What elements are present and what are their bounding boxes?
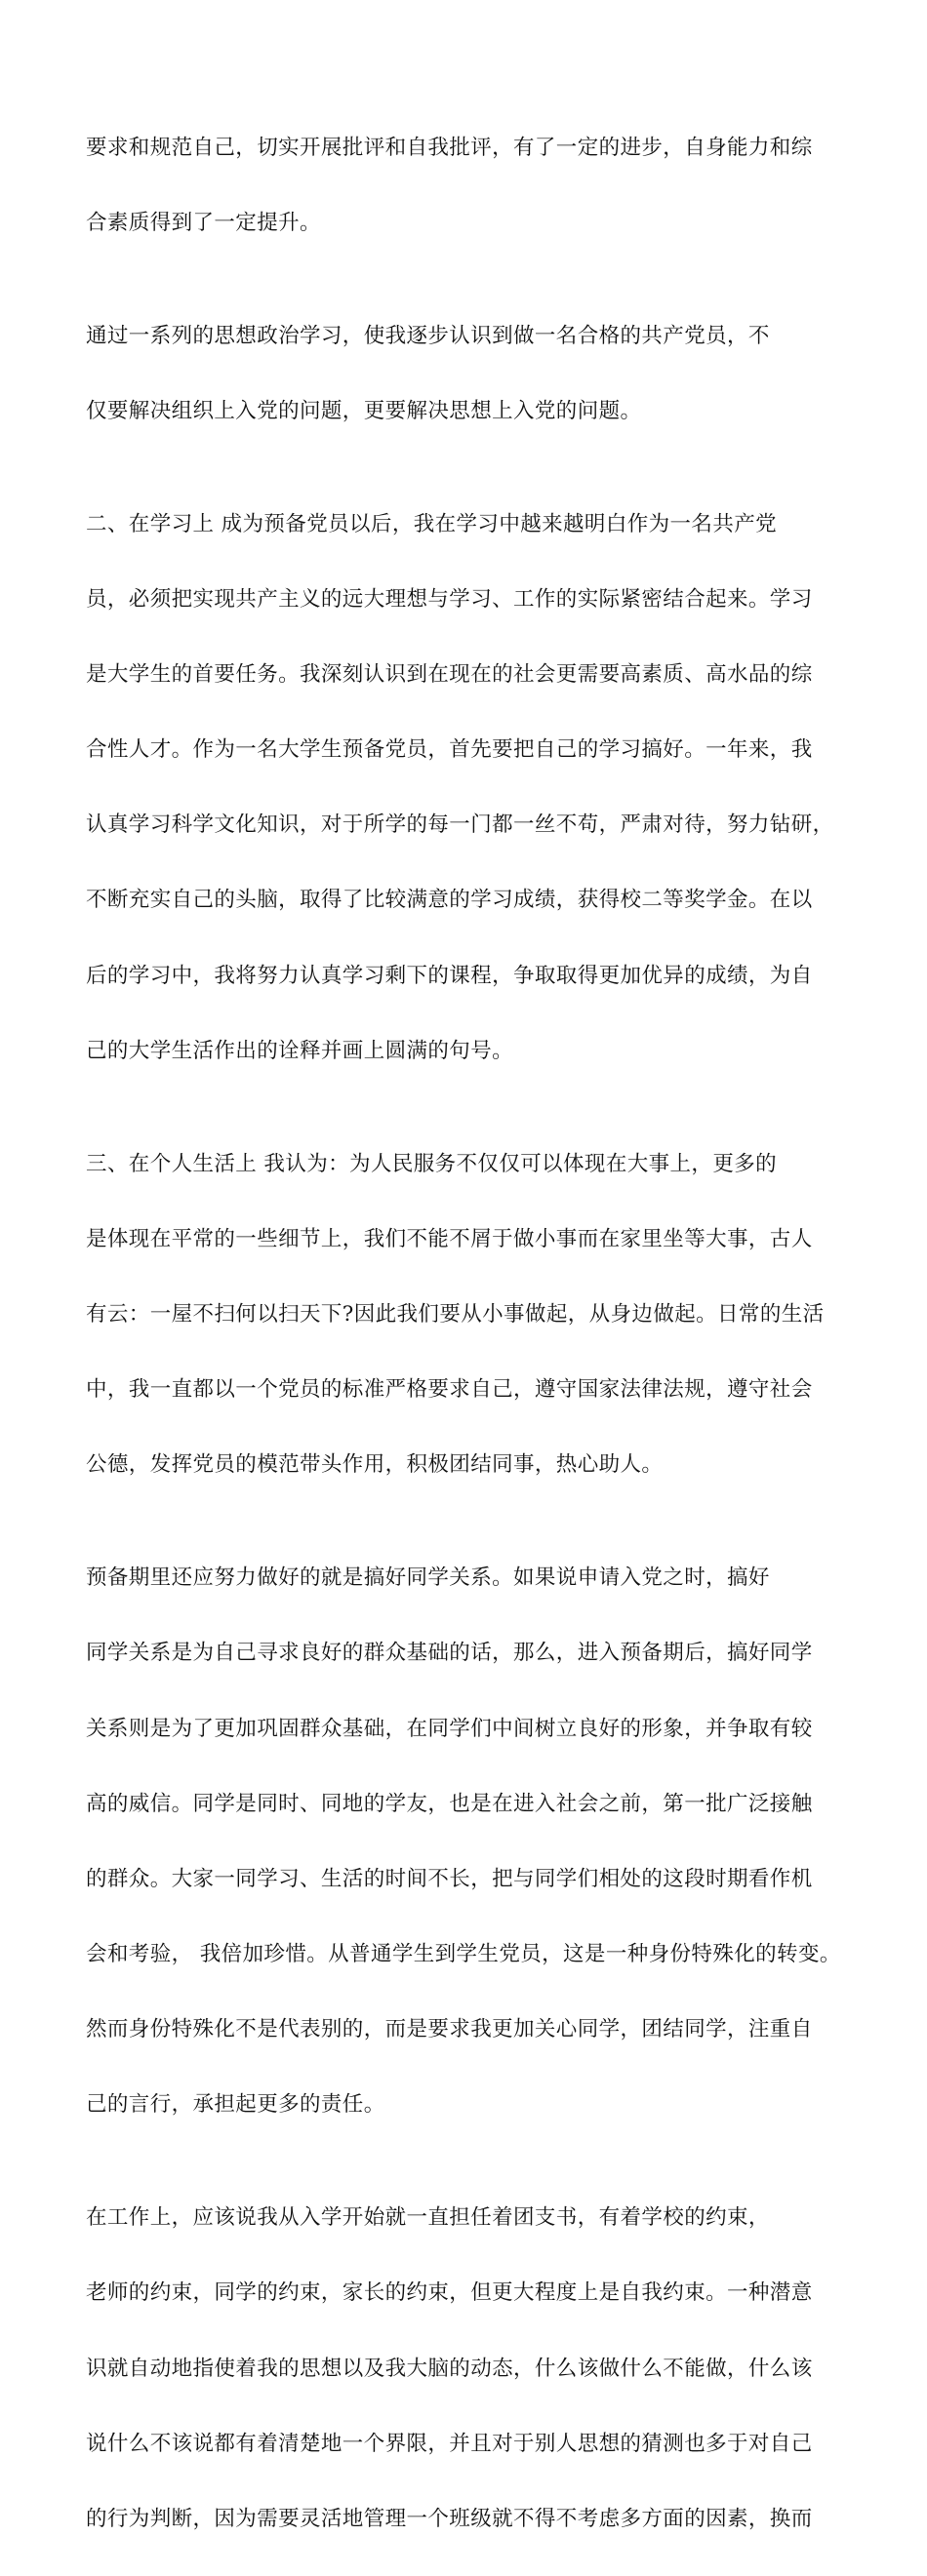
text-line: 认真学习科学文化知识，对于所学的每一门都一丝不苟，严肃对待，努力钻研， [86,812,834,838]
text-line: 高的威信。同学是同时、同地的学友，也是在进入社会之前，第一批广泛接触 [86,1791,813,1816]
text-line: 老师的约束，同学的约束，家长的约束，但更大程度上是自我约束。一种潜意 [86,2280,813,2306]
text-line: 的行为判断，因为需要灵活地管理一个班级就不得不考虑多方面的因素，换而 [86,2507,813,2531]
text-line: 通过一系列的思想政治学习，使我逐步认识到做一名合格的共产党员，不 [86,323,770,348]
text-line: 后的学习中，我将努力认真学习剩下的课程，争取取得更加优异的成绩，为自 [86,963,813,988]
text-line: 关系则是为了更加巩固群众基础，在同学们中间树立良好的形象，并争取有较 [86,1716,813,1741]
text-line: 员，必须把实现共产主义的远大理想与学习、工作的实际紧密结合起来。学习 [86,586,813,612]
text-line: 仅要解决组织上入党的问题，更要解决思想上入党的问题。 [86,398,642,423]
text-line: 同学关系是为自己寻求良好的群众基础的话，那么，进入预备期后，搞好同学 [86,1641,813,1666]
paragraph-work [86,2162,845,2576]
text-line: 是体现在平常的一些细节上，我们不能不屑于做小事而在家里坐等大事，古人 [86,1226,813,1251]
text-line: 二、在学习上 成为预备党员以后，我在学习中越来越明白作为一名共产党 [86,511,778,536]
paragraph-study [86,468,845,1108]
paragraph-classmates [86,1523,845,2162]
text-line: 己的言行，承担起更多的责任。 [86,2092,385,2118]
text-line: 有云：一屋不扫何以扫天下?因此我们要从小事做起，从身边做起。日常的生活 [86,1302,825,1327]
text-line: 己的大学生活作出的诠释并画上圆满的句号。 [86,1038,514,1063]
text-line: 会和考验， 我倍加珍惜。从普通学生到学生党员，这是一种身份特殊化的转变。 [86,1942,841,1967]
text-line: 预备期里还应努力做好的就是搞好同学关系。如果说申请入党之时，搞好 [86,1565,770,1591]
paragraph-personal-life [86,1108,845,1523]
text-line: 要求和规范自己，切实开展批评和自我批评，有了一定的进步，自身能力和综 [86,135,813,160]
text-line: 三、在个人生活上 我认为：为人民服务不仅仅可以体现在大事上，更多的 [86,1151,778,1176]
text-line: 中，我一直都以一个党员的标准严格要求自己，遵守国家法律法规，遵守社会 [86,1377,813,1403]
text-line: 识就自动地指使着我的思想以及我大脑的动态，什么该做什么不能做，什么该 [86,2356,813,2381]
text-line: 的群众。大家一同学习、生活的时间不长，把与同学们相处的这段时期看作机 [86,1866,813,1891]
text-line: 不断充实自己的头脑，取得了比较满意的学习成绩，获得校二等奖学金。在以 [86,888,813,913]
paragraph-2 [86,280,845,468]
text-line: 是大学生的首要任务。我深刻认识到在现在的社会更需要高素质、高水品的综 [86,661,813,687]
text-line: 公德，发挥党员的模范带头作用，积极团结同事，热心助人。 [86,1452,664,1478]
text-line: 在工作上，应该说我从入学开始就一直担任着团支书，有着学校的约束， [86,2205,770,2231]
paragraph-1 [86,92,845,280]
text-line: 然而身份特殊化不是代表别的，而是要求我更加关心同学，团结同学，注重自 [86,2017,813,2042]
text-line: 合素质得到了一定提升。 [86,210,321,235]
text-line: 合性人才。作为一名大学生预备党员，首先要把自己的学习搞好。一年来，我 [86,737,813,763]
text-line: 说什么不该说都有着清楚地一个界限，并且对于别人思想的猜测也多于对自己 [86,2431,813,2456]
document-body [86,92,845,2576]
